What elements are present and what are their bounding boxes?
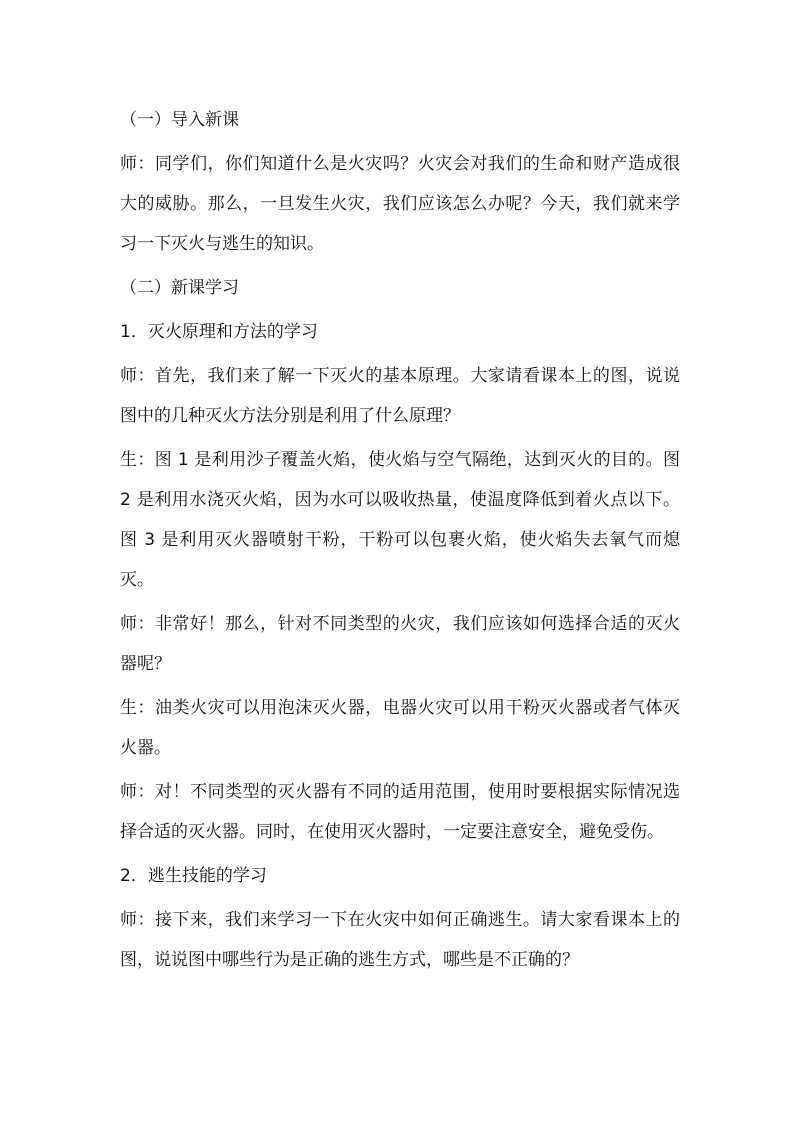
document-body: [120, 100, 680, 984]
subsection-heading-escape-skills: 2．逃生技能的学习: [120, 866, 267, 886]
paragraph-teacher-intro: 师：同学们，你们知道什么是火灾吗？火灾会对我们的生命和财产造成很大的威胁。那么，一旦发生火灾，我们应该怎么办呢？今天，我们就来学习一下灭火与逃生的知识。: [120, 154, 680, 254]
section-heading-intro: （一）导入新课: [120, 110, 239, 130]
paragraph-teacher-principle: 师：首先，我们来了解一下灭火的基本原理。大家请看课本上的图，说说图中的几种灭火方法分别是利用了什么原理？: [120, 366, 680, 426]
paragraph-student-extinguisher-types: 生：油类火灾可以用泡沫灭火器，电器火灾可以用干粉灭火器或者气体灭火器。: [120, 698, 680, 758]
paragraph-teacher-escape: 师：接下来，我们来学习一下在火灾中如何正确逃生。请大家看课本上的图，说说图中哪些行为是正确的逃生方式，哪些是不正确的？: [120, 910, 680, 970]
section-heading-new-lesson: （二）新课学习: [120, 278, 239, 298]
paragraph-student-figures: 生：图 1 是利用沙子覆盖火焰，使火焰与空气隔绝，达到灭火的目的。图 2 是利用水浇灭火焰，因为水可以吸收热量，使温度降低到着火点以下。图 3 是利用灭火器喷射干粉，干粉可以包裹火焰，使火焰失去氧气而熄灭。: [120, 450, 680, 590]
paragraph-teacher-extinguisher-choice: 师：非常好！那么，针对不同类型的火灾，我们应该如何选择合适的灭火器呢？: [120, 614, 680, 674]
paragraph-teacher-safety: 师：对！不同类型的灭火器有不同的适用范围，使用时要根据实际情况选择合适的灭火器。同时，在使用灭火器时，一定要注意安全，避免受伤。: [120, 782, 680, 842]
subsection-heading-fire-extinguishing: 1．灭火原理和方法的学习: [120, 322, 318, 342]
